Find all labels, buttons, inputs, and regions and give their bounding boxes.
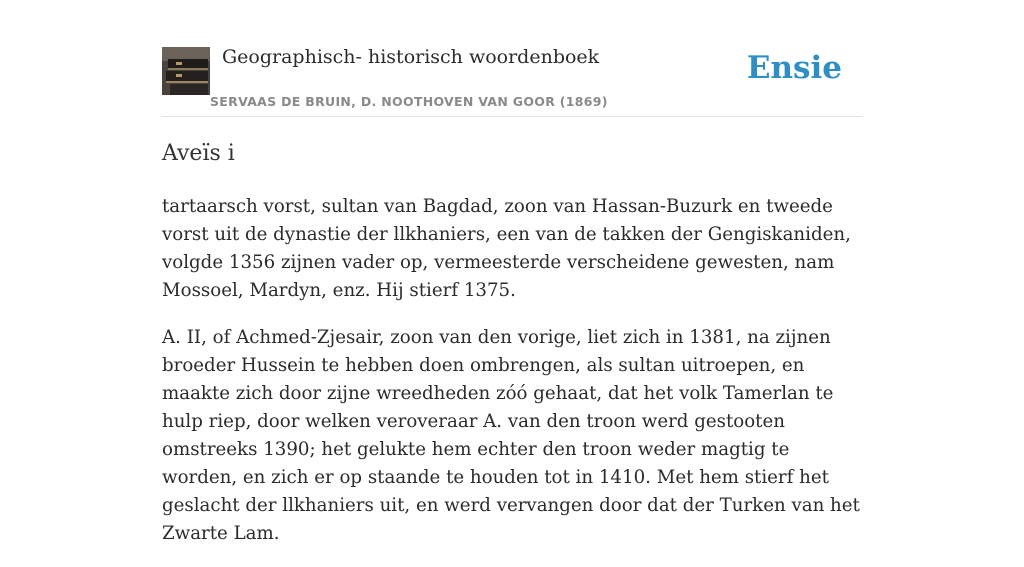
page-container (162, 0, 862, 544)
entry-paragraph: A. II, of Achmed-Zjesair, zoon van den vorige, liet zich in 1381, na zijnen broeder Hussein te hebben doen ombrengen, als sultan uitroepen, en maakte zich door zijne wreedheden zóó gehaat, dat het volk Tamerlan te hulp riep, door welken veroveraar A. van den troon werd gestooten omstreeks 1390; het gelukte hem echter den troon weder magtig te worden, en zich er op staande te houden tot in 1410. Met hem stierf het geslacht der llkhaniers uit, en werd vervangen door dat der Turken van het Zwarte Lam. (162, 327, 860, 544)
book-header (162, 0, 862, 117)
entry-paragraph: tartaarsch vorst, sultan van Bagdad, zoon van Hassan-Buzurk en tweede vorst uit de dynastie der llkhaniers, een van de takken der Gengiskaniden, volgde 1356 zijnen vader op, vermeesterde verscheidene gewesten, nam Mossoel, Mardyn, enz. Hij stierf 1375. (162, 196, 851, 301)
book-authors: SERVAAS DE BRUIN, D. NOOTHOVEN VAN GOOR (1869) (210, 94, 608, 109)
entry-body (162, 193, 862, 567)
entry-title: Aveïs i (162, 141, 235, 166)
book-stack-icon (162, 47, 210, 95)
book-cover-avatar[interactable] (162, 47, 210, 95)
ensie-logo[interactable]: Ensie (746, 50, 842, 86)
book-title[interactable]: Geographisch- historisch woordenboek (222, 46, 600, 68)
